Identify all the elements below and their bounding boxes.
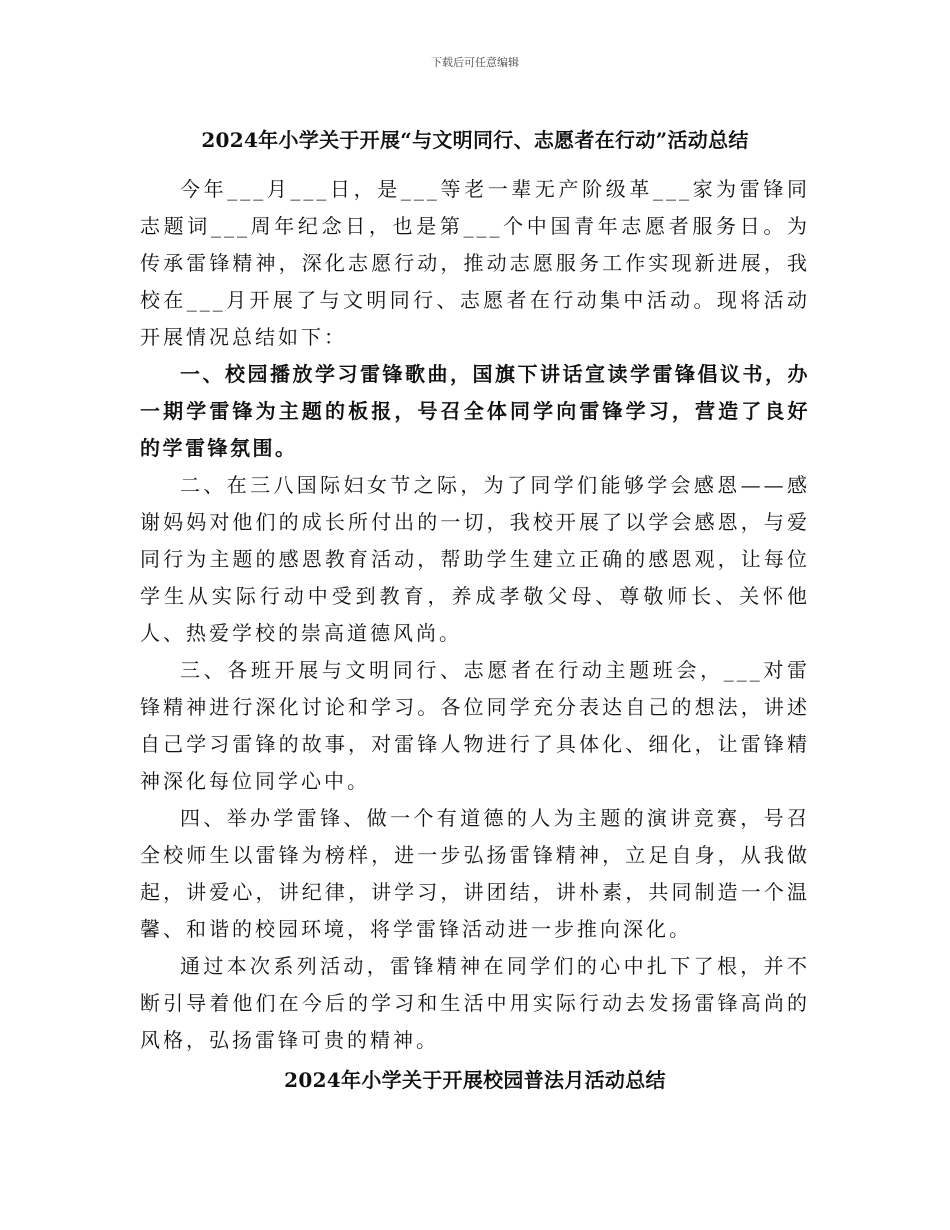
- conclusion-paragraph: 通过本次系列活动，雷锋精神在同学们的心中扎下了根，并不断引导着他们在今后的学习和生活中用实际行动去发扬雷锋高尚的风格，弘扬雷锋可贵的精神。: [140, 954, 810, 1052]
- section-2-paragraph: 二、在三八国际妇女节之际，为了同学们能够学会感恩——感谢妈妈对他们的成长所付出的一切，我校开展了以学会感恩，与爱同行为主题的感恩教育活动，帮助学生建立正确的感恩观，让每位学生从实际行动中受到教育，养成孝敬父母、尊敬师长、关怀他人、热爱学校的崇高道德风尚。: [140, 473, 810, 645]
- intro-paragraph: 今年___月___日，是___等老一辈无产阶级革___家为雷锋同志题词___周年纪念日，也是第___个中国青年志愿者服务日。为传承雷锋精神，深化志愿行动，推动志愿服务工作实现新进展，我校在___月开展了与文明同行、志愿者在行动集中活动。现将活动开展情况总结如下：: [140, 177, 810, 349]
- next-document-title: 2024年小学关于开展校园普法月活动总结: [284, 1068, 666, 1092]
- header-note: 下载后可任意编辑: [431, 56, 519, 69]
- document-body: [140, 171, 810, 1059]
- section-4-paragraph: 四、举办学雷锋、做一个有道德的人为主题的演讲竞赛，号召全校师生以雷锋为榜样，进一步弘扬雷锋精神，立足自身，从我做起，讲爱心，讲纪律，讲学习，讲团结，讲朴素，共同制造一个温馨、和谐的校园环境，将学雷锋活动进一步推向深化。: [140, 806, 810, 941]
- section-1-paragraph: 一、校园播放学习雷锋歌曲，国旗下讲话宣读学雷锋倡议书，办一期学雷锋为主题的板报，号召全体同学向雷锋学习，营造了良好的学雷锋氛围。: [140, 362, 810, 460]
- document-title: 2024年小学关于开展“与文明同行、志愿者在行动”活动总结: [201, 128, 749, 152]
- section-3-paragraph: 三、各班开展与文明同行、志愿者在行动主题班会，___对雷锋精神进行深化讨论和学习。各位同学充分表达自己的想法，讲述自己学习雷锋的故事，对雷锋人物进行了具体化、细化，让雷锋精神深化每位同学心中。: [140, 658, 810, 793]
